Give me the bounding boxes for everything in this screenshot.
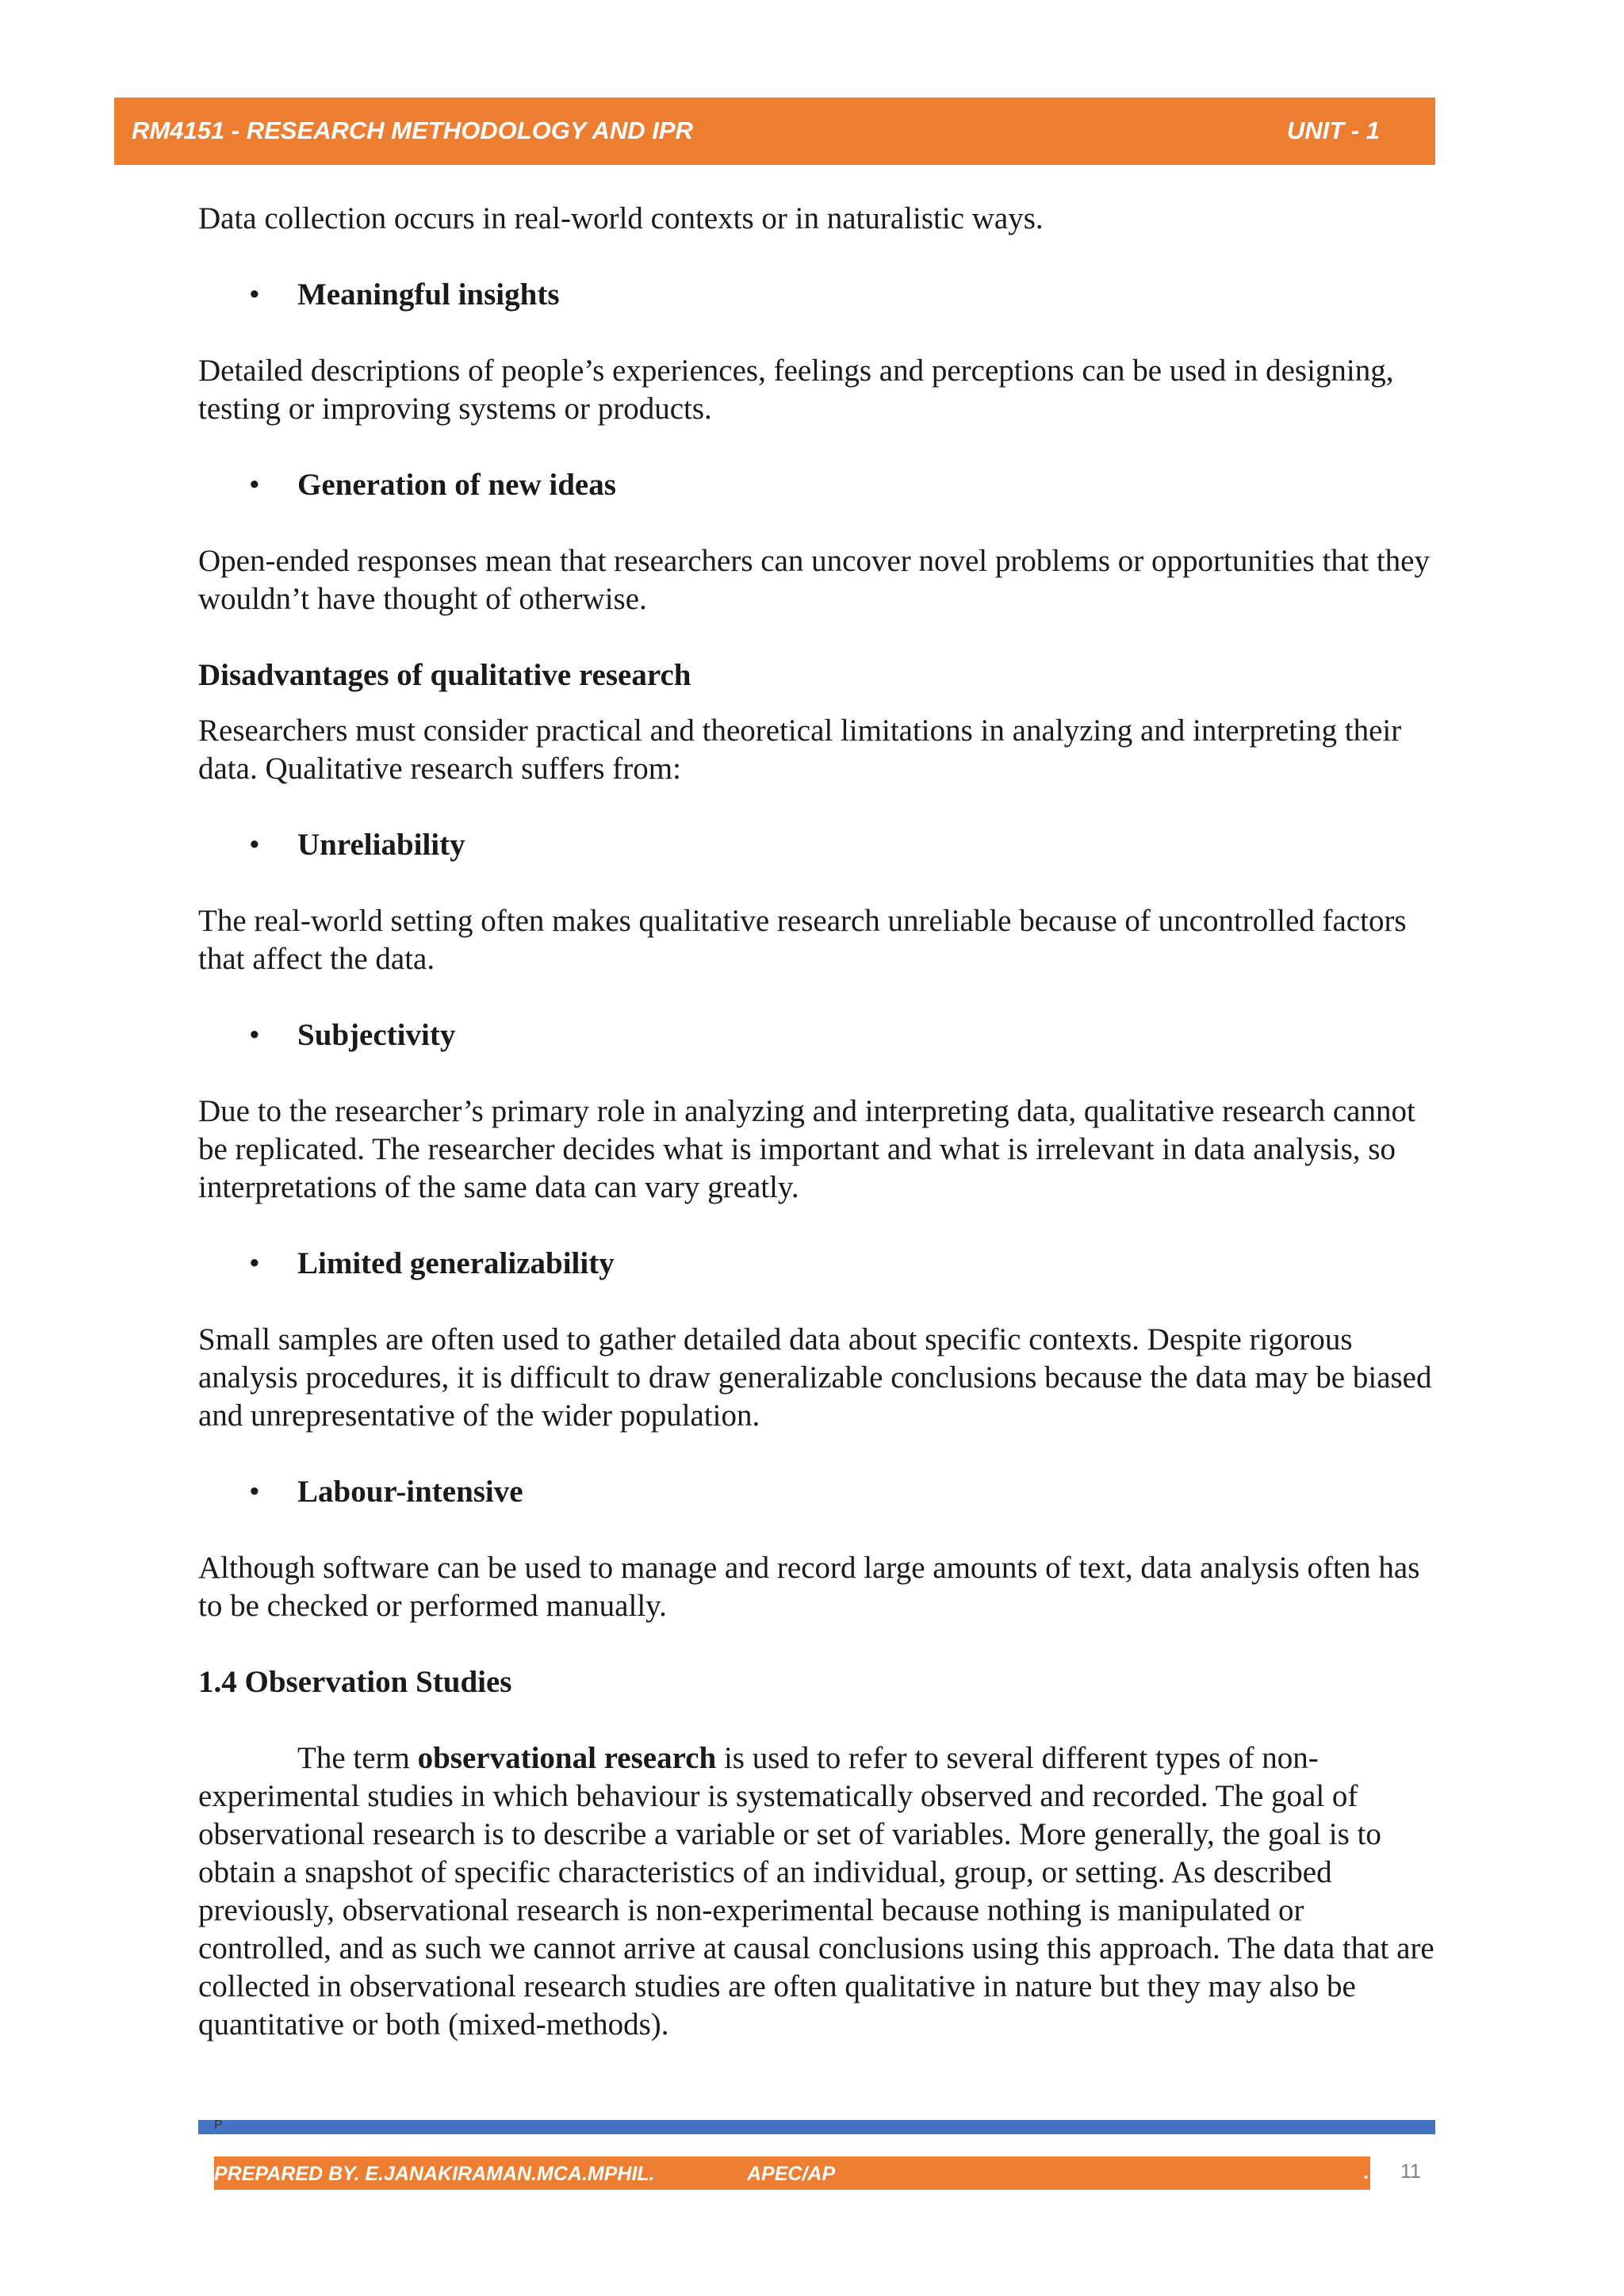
text-run: The term xyxy=(297,1741,418,1775)
bullet-label: Unreliability xyxy=(297,828,465,862)
footer-divider xyxy=(198,2120,1435,2134)
bold-term: observational research xyxy=(417,1741,717,1775)
bullet-label: Subjectivity xyxy=(297,1018,456,1052)
bullet-icon: • xyxy=(249,828,260,862)
bullet-icon: • xyxy=(249,1018,260,1052)
bullet-icon: • xyxy=(249,277,260,312)
divider-mark: P xyxy=(214,2118,223,2132)
section-heading: Disadvantages of qualitative research xyxy=(198,658,691,692)
course-title: RM4151 - RESEARCH METHODOLOGY AND IPR xyxy=(132,117,693,144)
paragraph: Due to the researcher’s primary role in analyzing and interpreting data, qualitative research cannot be replicated. The researcher decides what is important and what is irrelevant in data analysis, so interpretations of the same data can vary greatly. xyxy=(198,1094,1415,1204)
bullet-icon: • xyxy=(249,468,260,502)
prepared-by: PREPARED BY. E.JANAKIRAMAN.MCA.MPHIL. xyxy=(214,2163,655,2185)
unit-label: UNIT - 1 xyxy=(1286,117,1380,144)
paragraph: Open-ended responses mean that researchers can uncover novel problems or opportunities that they wouldn’t have thought of otherwise. xyxy=(198,544,1430,616)
bullet-item xyxy=(198,1473,1435,1511)
document-body xyxy=(198,200,1435,2044)
institution-label: APEC/AP xyxy=(747,2163,836,2185)
paragraph: Data collection occurs in real-world contexts or in naturalistic ways. xyxy=(198,201,1044,235)
paragraph: Researchers must consider practical and theoretical limitations in analyzing and interpreting their data. Qualitative research suffers from: xyxy=(198,714,1402,786)
bullet-item xyxy=(198,826,1435,864)
bullet-icon: • xyxy=(249,1475,260,1509)
page-header xyxy=(114,98,1435,165)
bullet-label: Limited generalizability xyxy=(297,1246,615,1280)
bullet-label: Meaningful insights xyxy=(297,277,560,312)
bullet-icon: • xyxy=(249,1246,260,1280)
section-heading: 1.4 Observation Studies xyxy=(198,1665,512,1699)
text-run: is used to refer to several different types of non-experimental studies in which behaviour is systematically observed and recorded. The goal of observational research is to describe a variable or set of variables. More generally, the goal is to obtain a snapshot of specific characteristics of an individual, group, or setting. As described previously, observational research is non-experimental because nothing is manipulated or controlled, and as such we cannot arrive at causal conclusions using this approach. The data that are collected in observational research studies are often qualitative in nature but they may also be quantitative or both (mixed-methods). xyxy=(198,1741,1434,2042)
observation-paragraph xyxy=(198,1739,1435,2044)
bullet-label: Labour-intensive xyxy=(297,1475,523,1509)
bullet-item xyxy=(198,276,1435,314)
bullet-item xyxy=(198,1245,1435,1283)
paragraph: Although software can be used to manage and record large amounts of text, data analysis often has to be checked or performed manually. xyxy=(198,1551,1420,1623)
page-number: 11 xyxy=(1400,2160,1421,2183)
bullet-item xyxy=(198,466,1435,504)
page-footer xyxy=(214,2156,1370,2190)
bullet-label: Generation of new ideas xyxy=(297,468,616,502)
paragraph: The real-world setting often makes qualitative research unreliable because of uncontrolled factors that affect the data. xyxy=(198,904,1407,976)
bullet-item xyxy=(198,1016,1435,1054)
paragraph: Small samples are often used to gather detailed data about specific contexts. Despite rigorous analysis procedures, it is difficult to draw generalizable conclusions because the data may be biased and unrepresentative of the wider population. xyxy=(198,1322,1432,1433)
footer-dot: . xyxy=(1363,2161,1369,2183)
paragraph: Detailed descriptions of people’s experiences, feelings and perceptions can be used in designing, testing or improving systems or products. xyxy=(198,354,1394,426)
